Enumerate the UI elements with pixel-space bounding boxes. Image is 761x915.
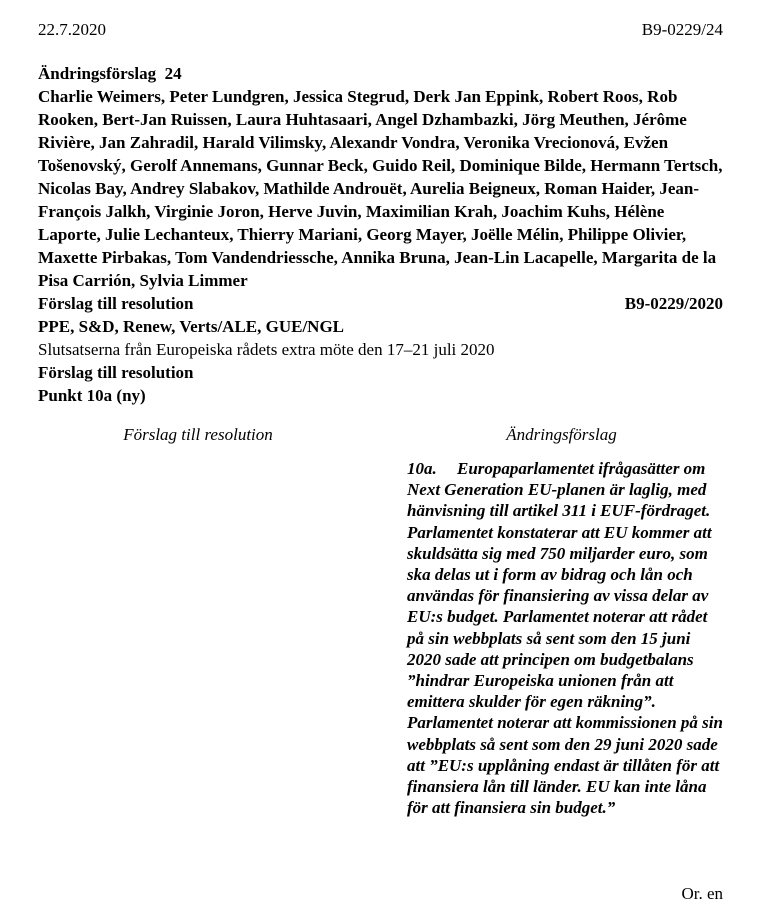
amendment-title: Ändringsförslag 24 <box>38 64 182 83</box>
motion-header-row <box>38 292 723 315</box>
political-groups: PPE, S&D, Renew, Verts/ALE, GUE/NGL <box>38 317 345 336</box>
right-column-heading: Ändringsförslag <box>506 425 617 444</box>
motion-reference: B9-0229/2020 <box>624 294 723 313</box>
motion-label-secondary: Förslag till resolution <box>38 363 194 382</box>
motion-point: Punkt 10a (ny) <box>38 386 146 405</box>
amendment-number: 10a. <box>407 459 437 478</box>
motion-label: Förslag till resolution <box>38 294 194 313</box>
amendment-body-text: Europaparlamentet ifrågasätter om Next Generation EU-planen är laglig, med hänvisning till artikel 311 i EUF-fördraget. Parlamentet konstaterar att EU kommer att skuldsätta sig med 750 miljarder euro, som ska delas ut i form av bidrag och lån och användas för finansiering av vissa delar av EU:s budget. Parlamentet noterar att rådet på sin webbplats så sent som den 15 juni 2020 sade att principen om budgetbalans ”hindrar Europeiska unionen från att emittera skulder för egen räkning”. Parlamentet noterar att kommissionen på sin webbplats så sent som den 29 juni 2020 sade att ”EU:s upplåning endast är tillåten för att finansiera lån till länder. EU kan inte låna för att finansiera sin budget.” <box>407 459 723 818</box>
amendment-authors: Charlie Weimers, Peter Lundgren, Jessica Stegrud, Derk Jan Eppink, Robert Roos, Rob Rooken, Bert-Jan Ruissen, Laura Huhtasaari, Angel Dzhambazki, Jörg Meuthen, Jérôme Rivière, Jan Zahradil, Harald Vilimsky, Alexandr Vondra, Veronika Vrecionová, Evžen Tošenovský, Gerolf Annemans, Gunnar Beck, Guido Reil, Dominique Bilde, Hermann Tertsch, Nicolas Bay, Andrey Slabakov, Mathilde Androuët, Aurelia Beigneux, Roman Haider, Jean-François Jalkh, Virginie Joron, Herve Juvin, Maximilian Krah, Joachim Kuhs, Hélène Laporte, Julie Lechanteux, Thierry Mariani, Georg Mayer, Joëlle Mélin, Philippe Olivier, Maxette Pirbakas, Tom Vandendriessche, Annika Bruna, Jean-Lin Lacapelle, Margarita de la Pisa Carrión, Sylvia Limmer <box>38 87 723 290</box>
document-date: 22.7.2020 <box>38 20 106 39</box>
document-reference: B9-0229/24 <box>641 20 723 39</box>
original-language: Or. en <box>681 884 723 903</box>
left-column-heading: Förslag till resolution <box>123 425 273 444</box>
amendment-body <box>407 458 723 818</box>
motion-subject: Slutsatserna från Europeiska rådets extra möte den 17–21 juli 2020 <box>38 340 495 359</box>
